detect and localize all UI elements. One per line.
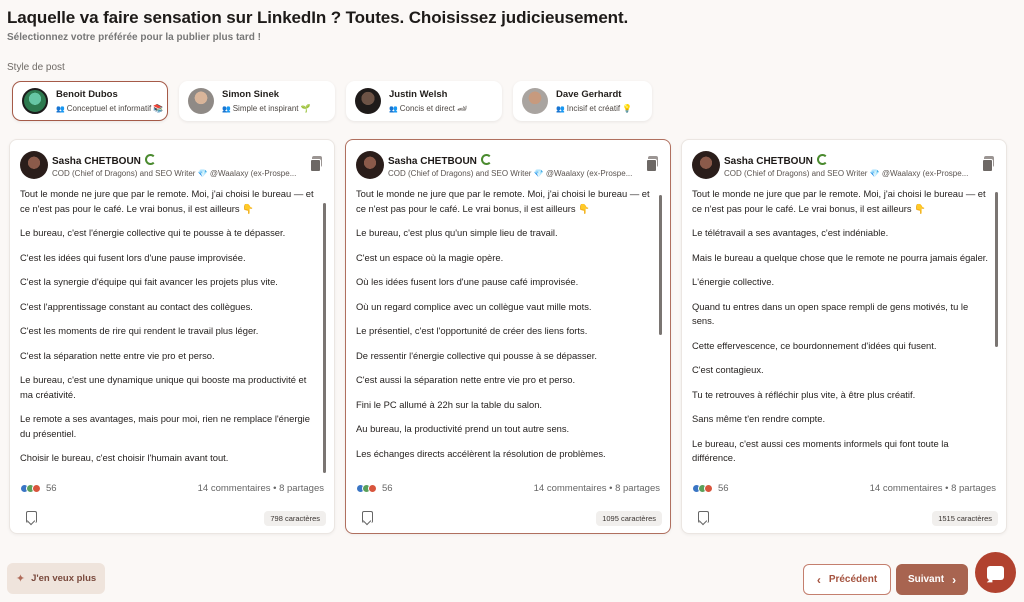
love-icon: [704, 484, 713, 493]
post-paragraph: Tu te retrouves à réfléchir plus vite, à être plus créatif.: [692, 388, 916, 400]
avatar: [22, 88, 48, 114]
chat-icon: [987, 566, 1004, 580]
profile-avatar: [20, 151, 48, 179]
people-icon: 👥: [389, 105, 398, 113]
character-count: 1515 caractères: [932, 511, 998, 526]
style-card-simon-sinek[interactable]: [179, 81, 335, 121]
post-body: [692, 187, 992, 472]
badge-icon: [481, 154, 492, 165]
post-paragraph: Le présentiel, c'est l'opportunité de créer des liens forts.: [356, 325, 588, 336]
sparkle-icon: ✦: [15, 573, 26, 585]
post-paragraph: Quand tu entres dans un open space rempli de gens motivés, tu le sens.: [692, 300, 969, 326]
reaction-count: 56: [46, 483, 57, 494]
post-paragraph: Les échanges directs accélèrent la résolution de problèmes.: [356, 447, 606, 459]
style-desc: Incisif et créatif 💡: [566, 104, 633, 113]
style-name: Dave Gerhardt: [556, 89, 622, 100]
post-paragraph: L'énergie collective.: [692, 276, 775, 287]
previous-label: Précédent: [828, 574, 878, 585]
style-desc: Simple et inspirant 🌱: [232, 104, 311, 113]
reactions: [20, 483, 57, 494]
copy-icon[interactable]: [310, 156, 322, 170]
chat-button[interactable]: [975, 552, 1016, 593]
post-paragraph: Tout le monde ne jure que par le remote. Moi, j'ai choisi le bureau — et ce n'est pas pour le café. Le vrai bonus, il est ailleurs 👇: [692, 188, 986, 214]
post-paragraph: Fini le PC allumé à 22h sur la table du salon.: [356, 398, 543, 410]
post-paragraph: C'est la synergie d'équipe qui fait avancer les projets plus vite.: [20, 276, 278, 287]
post-card-2[interactable]: [345, 139, 671, 534]
bookmark-icon[interactable]: [362, 511, 373, 523]
people-icon: 👥: [222, 105, 231, 113]
post-paragraph: Tout le monde ne jure que par le remote. Moi, j'ai choisi le bureau — et ce n'est pas pour le café. Le vrai bonus, il est ailleurs 👇: [356, 188, 650, 214]
badge-icon: [817, 154, 828, 165]
style-desc: Conceptuel et informatif 📚: [66, 104, 164, 113]
post-paragraph: C'est les idées qui fusent lors d'une pause improvisée.: [20, 251, 246, 263]
post-paragraph: Où les idées fusent lors d'une pause café improvisée.: [356, 276, 579, 287]
post-body: [20, 187, 320, 472]
profile-avatar: [356, 151, 384, 179]
style-name: Simon Sinek: [222, 89, 280, 100]
page-title: Laquelle va faire sensation sur LinkedIn ? Toutes. Choisissez judicieusement.: [7, 8, 629, 27]
copy-icon[interactable]: [982, 156, 994, 170]
avatar: [522, 88, 548, 114]
reactions: [692, 483, 729, 494]
post-paragraph: C'est la séparation nette entre vie pro et perso.: [20, 349, 215, 361]
engagement-stats: 14 commentaires • 8 partages: [533, 483, 660, 494]
post-paragraph: Le remote a ses avantages, mais pour moi, rien ne remplace l'énergie du présentiel.: [20, 413, 310, 439]
post-paragraph: C'est aussi la séparation nette entre vie pro et perso.: [356, 374, 576, 385]
style-name: Justin Welsh: [389, 89, 448, 100]
profile-subtitle: COD (Chief of Dragons) and SEO Writer 💎 @Waalaxy (ex-Prospe...: [724, 169, 969, 178]
post-paragraph: De ressentir l'énergie collective qui pousse à se dépasser.: [356, 349, 597, 361]
post-paragraph: Au bureau, la productivité prend un tout autre sens.: [356, 423, 570, 434]
love-icon: [32, 484, 41, 493]
style-desc: Concis et direct 🏎: [399, 104, 468, 113]
engagement-stats: 14 commentaires • 8 partages: [197, 483, 324, 494]
badge-icon: [145, 154, 156, 165]
post-card-1[interactable]: [9, 139, 335, 534]
reaction-count: 56: [382, 483, 393, 494]
post-paragraph: Le bureau, c'est plus qu'un simple lieu de travail.: [356, 227, 558, 238]
style-name: Benoit Dubos: [56, 89, 118, 100]
style-selector: [12, 81, 652, 121]
engagement-stats: 14 commentaires • 8 partages: [869, 483, 996, 494]
post-paragraph: Tout le monde ne jure que par le remote. Moi, j'ai choisi le bureau — et ce n'est pas pour le café. Le vrai bonus, il est ailleurs 👇: [20, 188, 314, 214]
style-card-benoit-dubos[interactable]: [12, 81, 168, 121]
post-paragraph: C'est les moments de rire qui rendent le travail plus léger.: [20, 325, 259, 336]
post-paragraph: Où un regard complice avec un collègue vaut mille mots.: [356, 300, 592, 312]
reactions: [356, 483, 393, 494]
text-fade: [356, 460, 656, 474]
people-icon: 👥: [56, 105, 65, 113]
love-icon: [368, 484, 377, 493]
reaction-count: 56: [718, 483, 729, 494]
scrollbar[interactable]: [995, 192, 998, 347]
profile-avatar: [692, 151, 720, 179]
post-card-3[interactable]: [681, 139, 1007, 534]
post-paragraph: Sans même t'en rendre compte.: [692, 413, 826, 424]
post-paragraph: Le bureau, c'est aussi ces moments informels qui font toute la différence.: [692, 437, 949, 463]
post-paragraph: Le bureau, c'est une dynamique unique qui booste ma productivité et ma créativité.: [20, 374, 307, 400]
post-paragraph: C'est l'apprentissage constant au contact des collègues.: [20, 300, 253, 312]
avatar: [355, 88, 381, 114]
next-button[interactable]: [896, 564, 968, 595]
bookmark-icon[interactable]: [698, 511, 709, 523]
style-section-label: Style de post: [7, 62, 65, 73]
character-count: 1095 caractères: [596, 511, 662, 526]
character-count: 798 caractères: [264, 511, 326, 526]
scrollbar[interactable]: [659, 195, 662, 335]
post-paragraph: Choisir le bureau, c'est choisir l'humain avant tout.: [20, 452, 229, 463]
post-paragraph: C'est contagieux.: [692, 364, 764, 375]
previous-button[interactable]: [803, 564, 891, 595]
scrollbar[interactable]: [323, 203, 326, 473]
profile-name: Sasha CHETBOUN: [724, 156, 813, 167]
chevron-right-icon: ›: [952, 572, 957, 587]
copy-icon[interactable]: [646, 156, 658, 170]
profile-subtitle: COD (Chief of Dragons) and SEO Writer 💎 @Waalaxy (ex-Prospe...: [388, 169, 633, 178]
avatar: [188, 88, 214, 114]
profile-name: Sasha CHETBOUN: [52, 156, 141, 167]
chevron-left-icon: ‹: [816, 572, 821, 587]
more-label: J'en veux plus: [31, 573, 97, 584]
style-card-dave-gerhardt[interactable]: [513, 81, 652, 121]
style-card-justin-welsh[interactable]: [346, 81, 502, 121]
post-paragraph: C'est un espace où la magie opère.: [356, 251, 504, 263]
post-paragraph: Mais le bureau a quelque chose que le remote ne pourra jamais égaler.: [692, 251, 989, 263]
profile-subtitle: COD (Chief of Dragons) and SEO Writer 💎 @Waalaxy (ex-Prospe...: [52, 169, 297, 178]
post-paragraph: Cette effervescence, ce bourdonnement d'idées qui fusent.: [692, 339, 937, 351]
people-icon: 👥: [556, 105, 565, 113]
more-button[interactable]: [7, 563, 105, 594]
next-label: Suivant: [907, 574, 945, 585]
page-subtitle: Sélectionnez votre préférée pour la publier plus tard !: [7, 32, 261, 43]
bookmark-icon[interactable]: [26, 511, 37, 523]
post-body: [356, 187, 656, 472]
post-paragraph: Le télétravail a ses avantages, c'est indéniable.: [692, 227, 889, 238]
profile-name: Sasha CHETBOUN: [388, 156, 477, 167]
post-paragraph: Le bureau, c'est l'énergie collective qui te pousse à te dépasser.: [20, 227, 286, 238]
